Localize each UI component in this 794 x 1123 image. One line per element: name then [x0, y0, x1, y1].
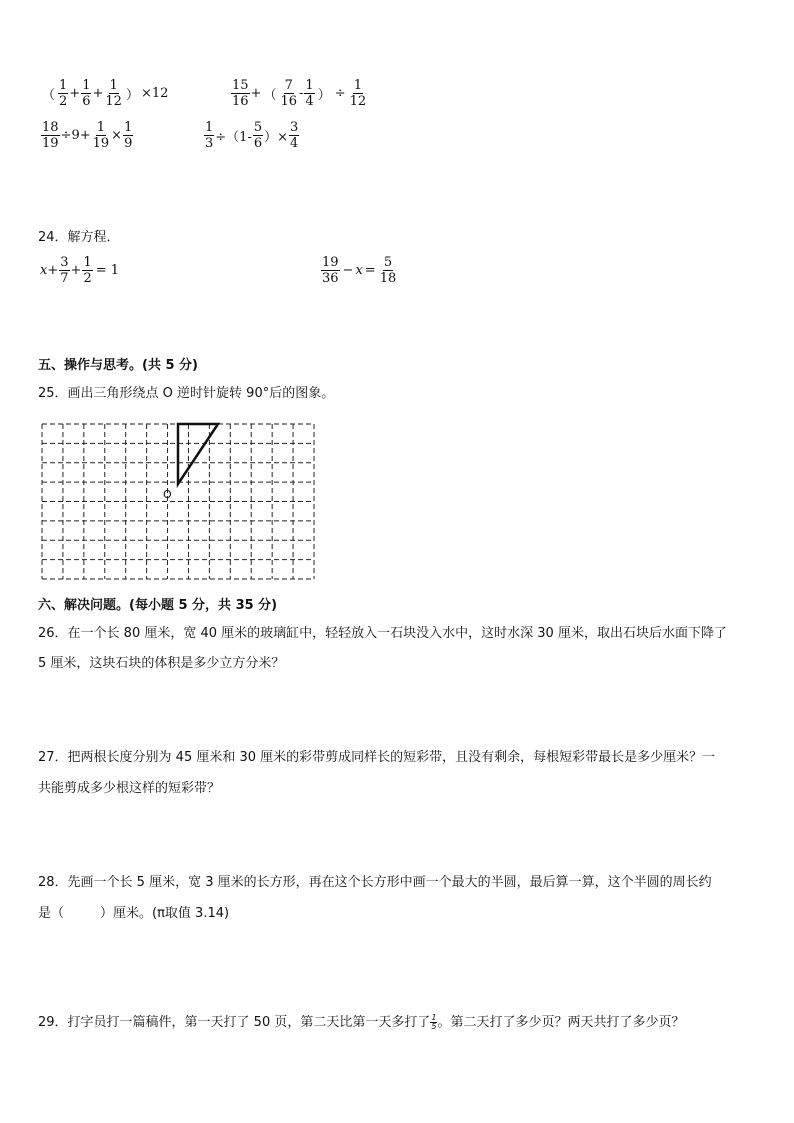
question-26-line-2: 5 厘米，这块石块的体积是多少立方分米？ — [38, 656, 285, 671]
question-28-line-2-end: ）厘米。(π取值 3.14) — [100, 906, 230, 921]
equation-1: x + $\frac{3}{7}$ + $\frac{1}{2}$ = 1 — [40, 255, 120, 286]
section-6-title: 六、解决问题。(每小题 5 分，共 35 分) — [38, 598, 278, 613]
triangle-shape — [178, 424, 218, 484]
question-25-text: 25．画出三角形绕点 O 逆时针旋转 90°后的图象。 — [38, 386, 335, 401]
question-29-text — [38, 1014, 684, 1031]
expression-2: $\frac{15}{16}$ + （ $\frac{7}{16}$ - $\frac{1}{4}$ ） ÷ $\frac{1}{12}$ — [232, 78, 367, 109]
section-5-title: 五、操作与思考。(共 5 分) — [38, 358, 198, 373]
question-29-text-start: 29．打字员打一篇稿件，第一天打了 50 页，第二天比第一天多打了 — [38, 1014, 431, 1030]
question-28-line-2-start: 是（ — [38, 906, 65, 921]
equation-2: $\frac{19}{36}$ − x = $\frac{5}{18}$ — [322, 255, 397, 286]
expression-3: $\frac{18}{19}$ ÷9+ $\frac{1}{19}$ × $\frac{1}{9}$ — [42, 120, 133, 151]
expression-4: $\frac{1}{3}$ ÷（1- $\frac{5}{6}$ ）× $\frac{3}{4}$ — [205, 120, 299, 151]
question-29-text-end: 。第二天打了多少页？两天共打了多少页？ — [437, 1014, 685, 1030]
question-28-line-1: 28．先画一个长 5 厘米，宽 3 厘米的长方形，再在这个长方形中画一个最大的半圆，最后算一算，这个半圆的周长约 — [38, 875, 712, 890]
question-27-line-2: 共能剪成多少根这样的短彩带？ — [38, 781, 221, 796]
question-24-label: 24．解方程． — [38, 230, 120, 245]
point-o-label: O — [163, 488, 172, 501]
question-26-line-1: 26．在一个长 80 厘米，宽 40 厘米的玻璃缸中，轻轻放入一石块没入水中，这时水深 30 厘米，取出石块后水面下降了 — [38, 626, 727, 641]
question-28-line-2 — [38, 906, 229, 922]
question-27-line-1: 27．把两根长度分别为 45 厘米和 30 厘米的彩带剪成同样长的短彩带，且没有剩余，每根短彩带最长是多少厘米？一 — [38, 750, 716, 765]
question-29-fraction: $\frac{1}{5}$ — [431, 1013, 437, 1031]
rotation-grid-figure — [40, 422, 316, 582]
expression-1: （ $\frac{1}{2}$ + $\frac{1}{6}$ + $\frac{1}{12}$ ） ×12 — [42, 78, 169, 109]
